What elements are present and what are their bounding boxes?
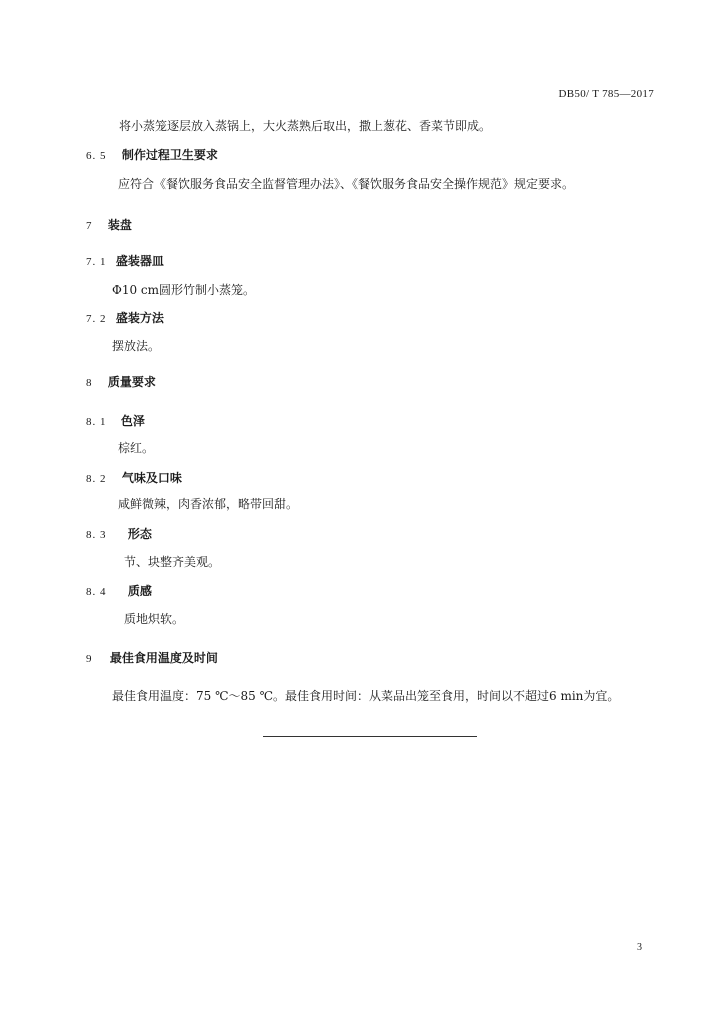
section-7-heading	[86, 217, 132, 234]
section-title: 装盘	[107, 218, 132, 232]
section-title: 气味及口味	[121, 471, 182, 485]
page-number: 3	[637, 942, 642, 953]
section-title: 制作过程卫生要求	[121, 148, 218, 162]
section-8-heading	[86, 374, 156, 391]
section-title: 色泽	[120, 414, 145, 428]
section-number: 7. 1	[86, 256, 107, 268]
section-8-1-text: 棕红。	[118, 441, 155, 455]
intro-paragraph: 将小蒸笼逐层放入蒸锅上，大火蒸熟后取出，撒上葱花、香菜节即成。	[119, 119, 492, 133]
section-8-3-text: 节、块整齐美观。	[124, 555, 221, 569]
section-number: 8	[86, 377, 93, 389]
section-title: 形态	[127, 527, 152, 541]
section-7-2-text: 摆放法。	[112, 339, 161, 353]
section-number: 6. 5	[86, 150, 107, 162]
section-6-5-heading	[86, 147, 218, 164]
section-8-4-heading	[86, 583, 152, 600]
section-number: 7. 2	[86, 313, 107, 325]
section-6-5-text: 应符合《餐饮服务食品安全监督管理办法》、《餐饮服务食品安全操作规范》规定要求。	[118, 177, 575, 191]
section-title: 质量要求	[107, 375, 156, 389]
section-title: 质感	[127, 584, 152, 598]
section-8-1-heading	[86, 413, 145, 430]
document-code: DB50/ T 785—2017	[558, 88, 654, 100]
section-title: 最佳食用温度及时间	[109, 651, 218, 665]
section-number: 8. 1	[86, 416, 107, 428]
section-number: 9	[86, 653, 93, 665]
end-rule	[263, 736, 477, 737]
section-number: 7	[86, 220, 93, 232]
section-title: 盛装方法	[115, 311, 164, 325]
section-8-2-text: 咸鲜微辣，肉香浓郁，略带回甜。	[118, 497, 299, 511]
section-8-2-heading	[86, 470, 182, 487]
section-7-1-text: Φ10 cm圆形竹制小蒸笼。	[112, 283, 256, 297]
section-title: 盛装器皿	[115, 254, 164, 268]
section-number: 8. 2	[86, 473, 107, 485]
section-9-text: 最佳食用温度：75 ℃～85 ℃。最佳食用时间：从菜品出笼至食用，时间以不超过6 min为宜。	[112, 689, 620, 703]
section-8-3-heading	[86, 526, 152, 543]
section-8-4-text: 质地炽软。	[124, 612, 185, 626]
section-number: 8. 4	[86, 586, 107, 598]
section-9-heading	[86, 650, 218, 667]
section-number: 8. 3	[86, 529, 107, 541]
section-7-2-heading	[86, 310, 164, 327]
section-7-1-heading	[86, 253, 164, 270]
